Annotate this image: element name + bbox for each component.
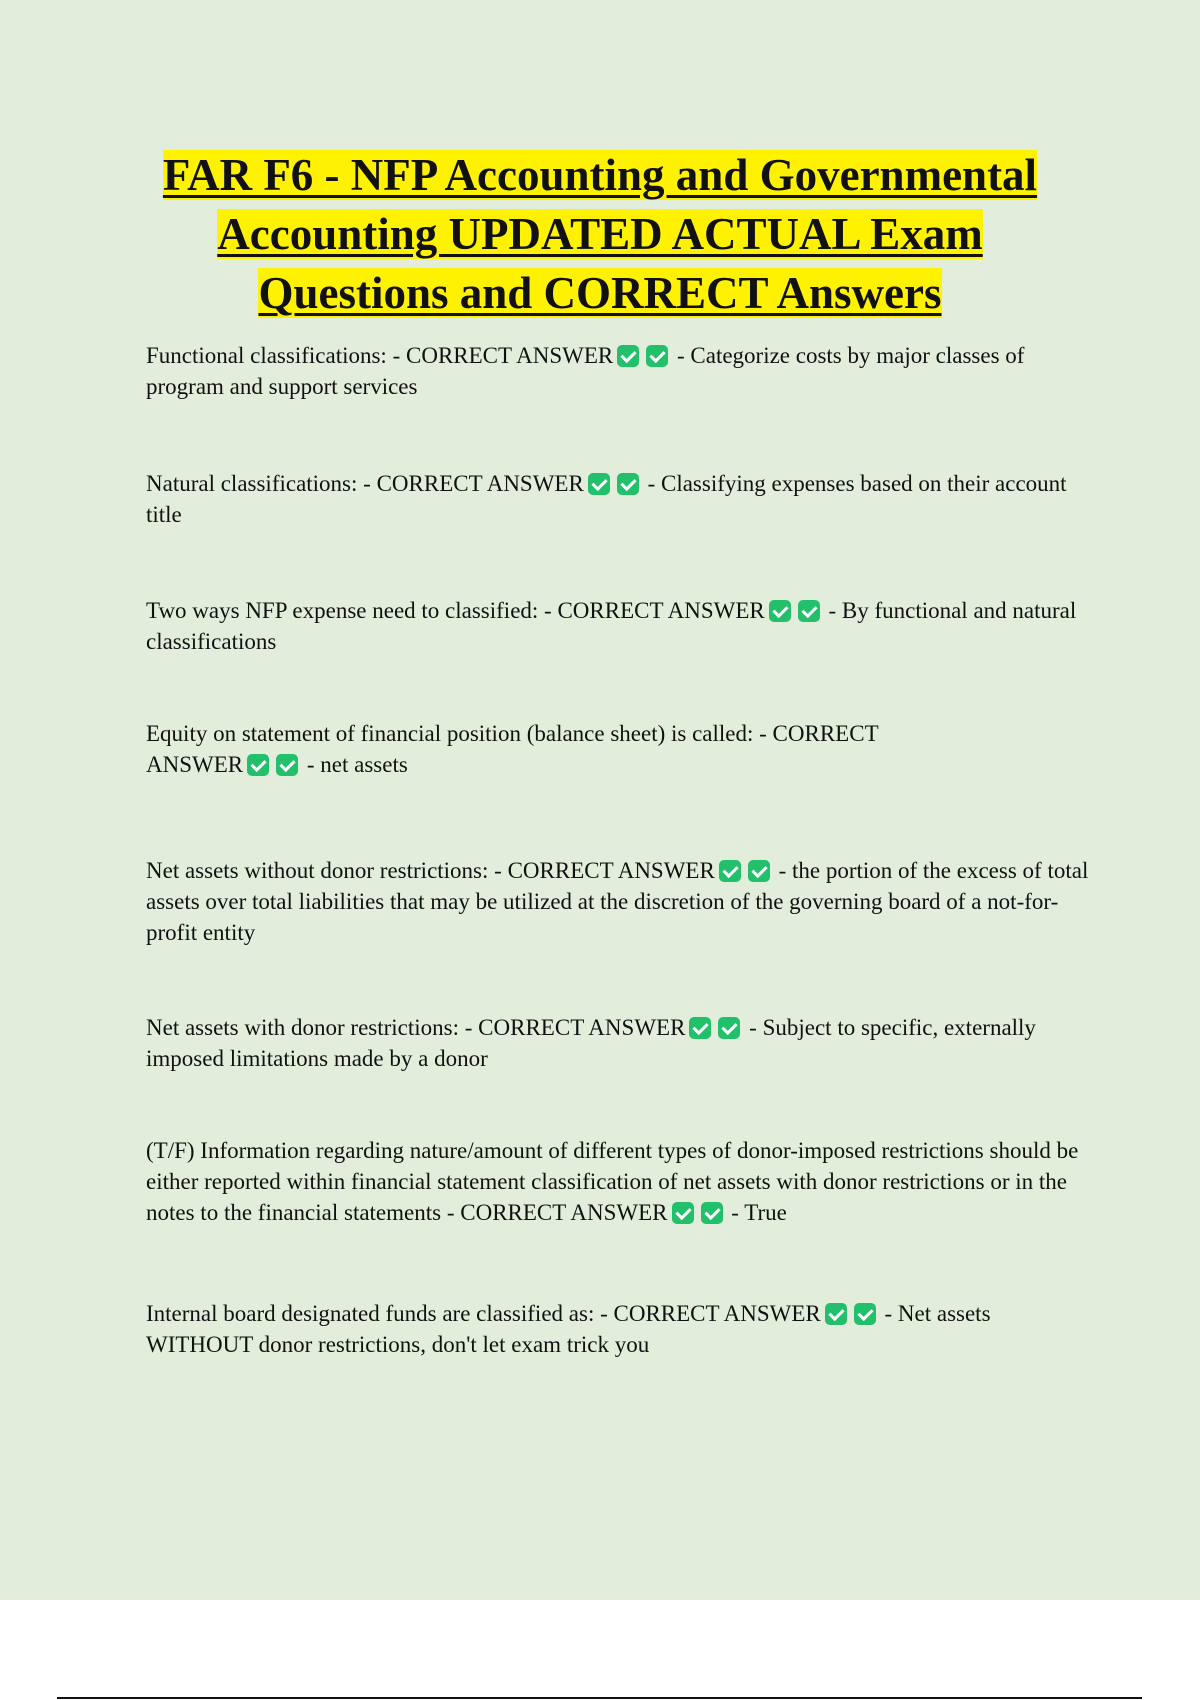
check-mark-icon [617,345,639,367]
check-mark-icon [854,1303,876,1325]
question-text: Net assets with donor restrictions: [146,1015,460,1040]
question-text: Two ways NFP expense need to classified: [146,598,539,623]
correct-answer-label: - CORRECT ANSWER [392,343,614,368]
answer-text: - Classifying expenses based on their account title [146,471,1067,527]
qa-item-8 [146,1298,1096,1360]
correct-answer-label: - CORRECT ANSWER [363,471,584,496]
qa-item-6 [146,1012,1096,1074]
correct-answer-label: - CORRECT ANSWER [494,858,715,883]
qa-item-3 [146,595,1096,657]
check-mark-icon [748,860,770,882]
question-text: Internal board designated funds are classified as: [146,1301,595,1326]
answer-text: - Categorize costs by major classes of program and support services [146,343,1025,399]
correct-answer-label: - CORRECT ANSWER [446,1200,668,1225]
correct-answer-label: - CORRECT ANSWER [464,1015,686,1040]
check-mark-icon [672,1202,694,1224]
question-text: (T/F) Information regarding nature/amount of different types of donor-imposed restrictions should be either reported within financial statement classification of net assets with donor restrictions or in the notes to the financial statements [146,1138,1079,1225]
question-text: Natural classifications: [146,471,358,496]
question-text: Equity on statement of financial position (balance sheet) is called: [146,721,754,746]
check-mark-icon [798,600,820,622]
check-mark-icon [718,1017,740,1039]
answer-text: - the portion of the excess of total assets over total liabilities that may be utilized at the discretion of the governing board of a not-for-profit entity [146,858,1089,945]
question-text: Net assets without donor restrictions: [146,858,489,883]
check-mark-icon [588,473,610,495]
question-text: Functional classifications: [146,343,387,368]
check-mark-icon [701,1202,723,1224]
check-mark-icon [825,1303,847,1325]
qa-item-5 [146,855,1096,948]
correct-answer-label: - CORRECT ANSWER [600,1301,821,1326]
qa-item-7 [146,1135,1096,1228]
check-mark-icon [617,473,639,495]
answer-text: - Subject to specific, externally imposed limitations made by a donor [146,1015,1036,1071]
answer-text: - True [731,1200,787,1225]
title-text: FAR F6 - NFP Accounting and Governmental Accounting UPDATED ACTUAL Exam Questions and CORRECT Answers [162,150,1038,318]
answer-text: - By functional and natural classifications [146,598,1077,654]
check-mark-icon [646,345,668,367]
document-title [120,146,1080,323]
correct-answer-label: - CORRECT ANSWER [544,598,765,623]
answer-text: - Net assets WITHOUT donor restrictions, don't let exam trick you [146,1301,991,1357]
correct-answer-label: - CORRECT ANSWER [146,721,879,777]
answer-text: - net assets [306,752,408,777]
check-mark-icon [247,754,269,776]
qa-item-2 [146,468,1096,530]
check-mark-icon [689,1017,711,1039]
check-mark-icon [769,600,791,622]
qa-item-4 [146,718,976,780]
footer-divider [57,1697,1142,1699]
qa-item-1 [146,340,1096,402]
check-mark-icon [276,754,298,776]
check-mark-icon [719,860,741,882]
